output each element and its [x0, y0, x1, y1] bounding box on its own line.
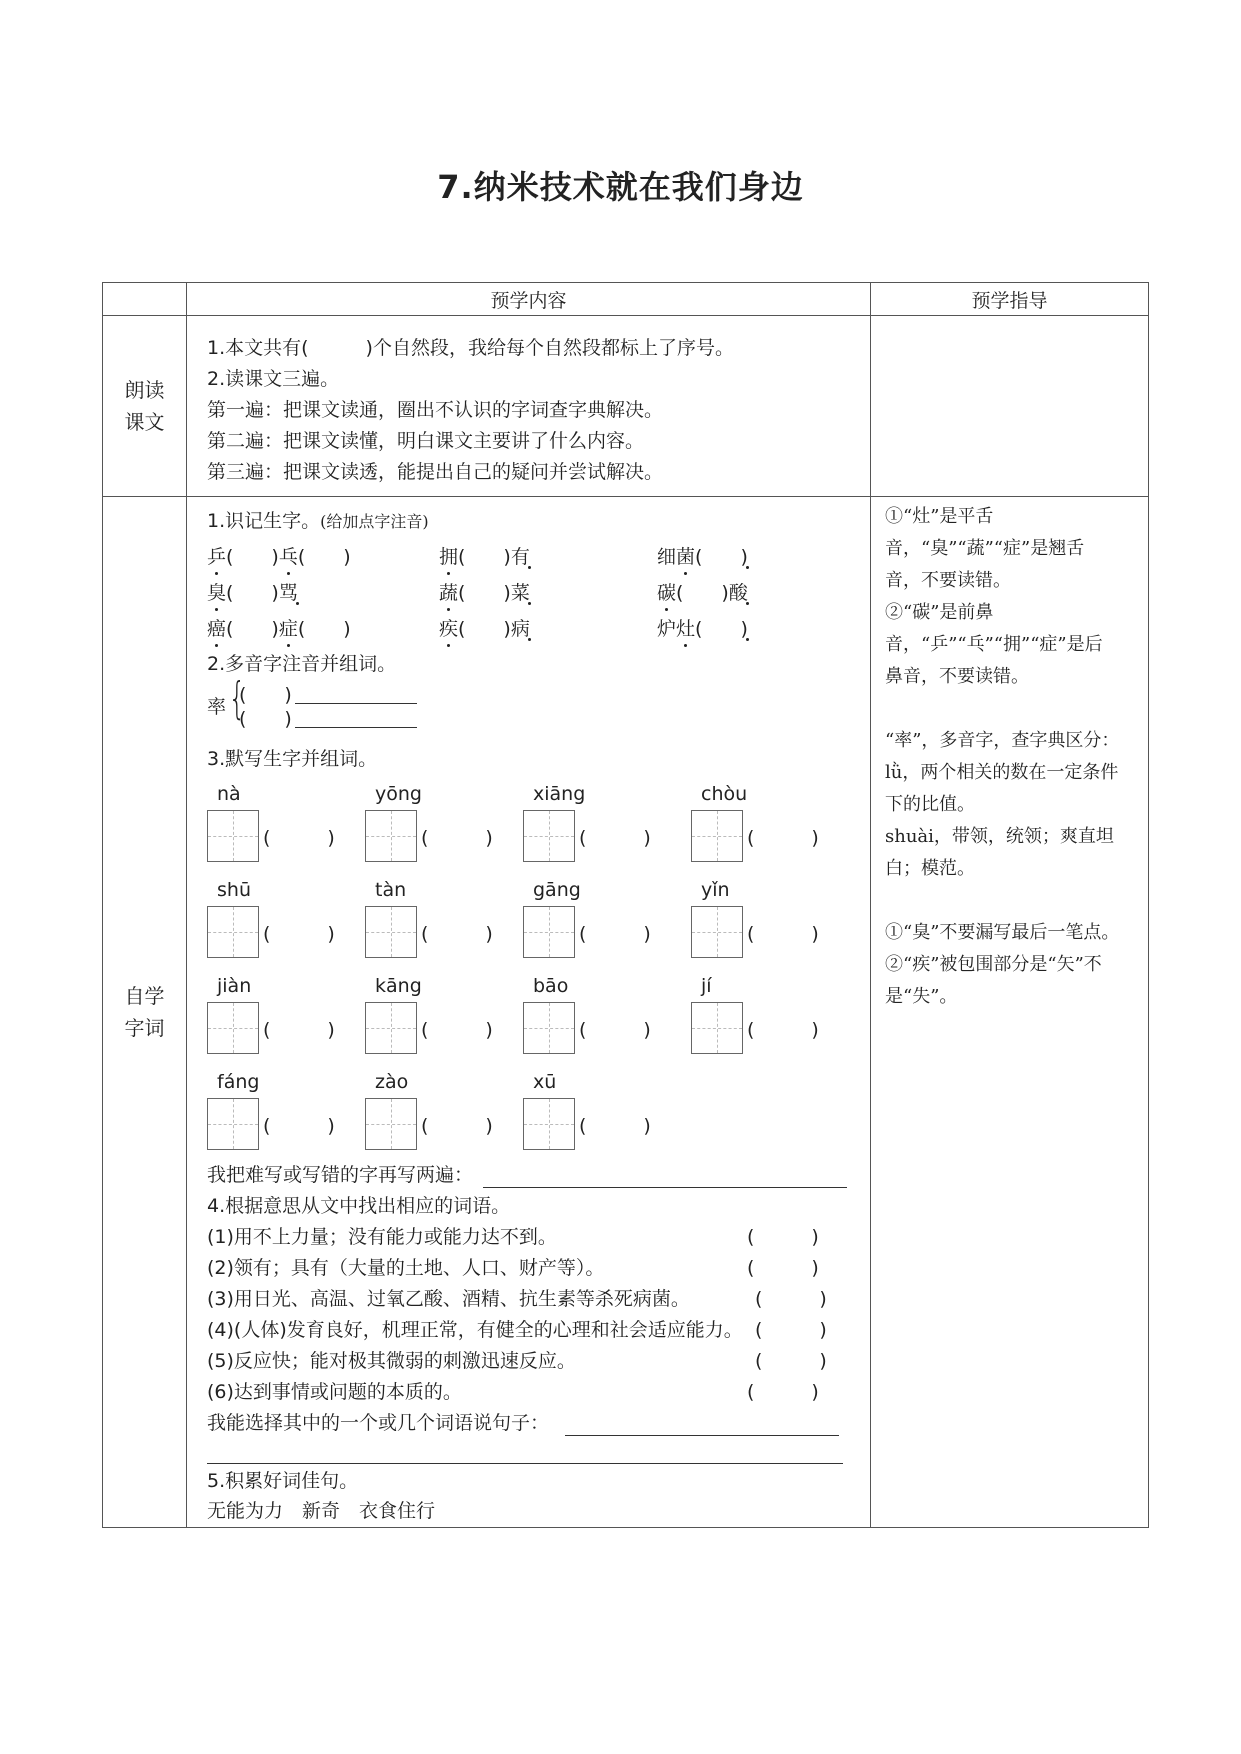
char-item: 炉灶( )	[657, 618, 748, 640]
char-item: 拥( )有	[439, 546, 530, 568]
q2-paren-1: ( )	[239, 684, 292, 706]
sentence-line-2[interactable]	[207, 1463, 843, 1464]
q4-answer-paren[interactable]: ( )	[755, 1319, 827, 1341]
pinyin-label: gāng	[533, 879, 581, 901]
writing-box[interactable]	[207, 1098, 259, 1150]
section-reading-guide	[871, 316, 1149, 497]
q4-answer-paren[interactable]: ( )	[747, 1226, 819, 1248]
char-item: 癌( )症( )	[207, 618, 351, 640]
char-item: 蔬( )菜	[439, 582, 530, 604]
q4-answer-paren[interactable]: ( )	[747, 1257, 819, 1279]
pinyin-label: chòu	[701, 783, 748, 805]
reading-line-5: 第三遍：把课文读透，能提出自己的疑问并尝试解决。	[207, 461, 664, 483]
word-paren[interactable]: ( )	[421, 827, 493, 849]
writing-box[interactable]	[523, 1098, 575, 1150]
guide-note: “率”，多音字，查字典区分：	[885, 730, 1120, 751]
guide-note: shuài，带领，统领；爽直坦白；模范。	[885, 826, 1114, 879]
q5-title: 5.积累好词佳句。	[207, 1470, 359, 1492]
word-paren[interactable]: ( )	[747, 827, 819, 849]
study-table	[102, 282, 1149, 1528]
pinyin-label: jiàn	[217, 975, 252, 997]
q2-char: 率	[207, 696, 227, 718]
word-paren[interactable]: ( )	[579, 923, 651, 945]
q4-item: (1)用不上力量；没有能力或能力达不到。	[207, 1226, 557, 1248]
pinyin-label: shū	[217, 879, 251, 901]
writing-box[interactable]	[207, 906, 259, 958]
q2-answer-line-2[interactable]	[295, 727, 417, 728]
writing-box[interactable]	[207, 810, 259, 862]
section-reading-label: 朗读 课文	[103, 316, 187, 497]
header-guide: 预学指导	[871, 283, 1149, 316]
char-item: 乒( )乓( )	[207, 546, 351, 568]
section-vocab-label: 自学 字词	[103, 497, 187, 1528]
word-paren[interactable]: ( )	[579, 1019, 651, 1041]
header-empty	[103, 283, 187, 316]
reading-line-3: 第一遍：把课文读通，圈出不认识的字词查字典解决。	[207, 399, 664, 421]
writing-box[interactable]	[207, 1002, 259, 1054]
guide-note: ①“灶”是平舌音，“臭”“蔬”“症”是翘舌音，不要读错。	[885, 506, 1085, 591]
word-paren[interactable]: ( )	[579, 1115, 651, 1137]
section-vocab-content	[187, 497, 871, 1528]
guide-notes	[885, 501, 1120, 1013]
pinyin-label: bāo	[533, 975, 569, 997]
pinyin-label: kāng	[375, 975, 422, 997]
q4-answer-paren[interactable]: ( )	[755, 1288, 827, 1310]
q4-answer-paren[interactable]: ( )	[747, 1381, 819, 1403]
sentence-label: 我能选择其中的一个或几个词语说句子：	[207, 1412, 550, 1434]
word-paren[interactable]: ( )	[263, 1115, 335, 1137]
guide-note: ②“碳”是前鼻音，“乒”“乓”“拥”“症”是后鼻音，不要读错。	[885, 602, 1103, 687]
q2-title: 2.多音字注音并组词。	[207, 653, 397, 675]
page-title: 7.纳米技术就在我们身边	[437, 168, 804, 206]
writing-box[interactable]	[523, 1002, 575, 1054]
pinyin-label: yǐn	[701, 879, 730, 901]
q4-item: (5)反应快；能对极其微弱的刺激迅速反应。	[207, 1350, 576, 1372]
writing-box[interactable]	[691, 906, 743, 958]
writing-box[interactable]	[365, 906, 417, 958]
writing-box[interactable]	[365, 1002, 417, 1054]
char-item: 碳( )酸	[657, 582, 748, 604]
section-reading-content	[187, 316, 871, 497]
q1-title: 1.识记生字。(给加点字注音)	[207, 510, 429, 532]
word-paren[interactable]: ( )	[747, 1019, 819, 1041]
q4-item: (3)用日光、高温、过氧乙酸、酒精、抗生素等杀死病菌。	[207, 1288, 690, 1310]
pinyin-label: zào	[375, 1071, 409, 1093]
writing-box[interactable]	[691, 1002, 743, 1054]
word-paren[interactable]: ( )	[263, 923, 335, 945]
rewrite-line[interactable]	[483, 1187, 847, 1188]
q5-words: 无能为力 新奇 衣食住行	[207, 1500, 436, 1522]
guide-note	[885, 885, 1120, 917]
guide-note	[885, 693, 1120, 725]
q4-item: (6)达到事情或问题的本质的。	[207, 1381, 462, 1403]
writing-box[interactable]	[365, 1098, 417, 1150]
rewrite-label: 我把难写或写错的字再写两遍：	[207, 1164, 474, 1186]
char-item: 细菌( )	[657, 546, 748, 568]
q3-title: 3.默写生字并组词。	[207, 748, 378, 770]
q4-answer-paren[interactable]: ( )	[755, 1350, 827, 1372]
word-paren[interactable]: ( )	[747, 923, 819, 945]
guide-note: ①“臭”不要漏写最后一笔点。	[885, 922, 1120, 943]
writing-box[interactable]	[523, 810, 575, 862]
brace-icon: {	[228, 673, 246, 724]
writing-box[interactable]	[365, 810, 417, 862]
q4-item: (2)领有；具有（大量的土地、人口、财产等）。	[207, 1257, 605, 1279]
guide-note: lǜ，两个相关的数在一定条件下的比值。	[885, 762, 1119, 815]
pinyin-label: tàn	[375, 879, 407, 901]
q2-paren-2: ( )	[239, 708, 292, 730]
q2-answer-line-1[interactable]	[295, 703, 417, 704]
header-content: 预学内容	[187, 283, 871, 316]
q4-item: (4)(人体)发育良好，机理正常，有健全的心理和社会适应能力。	[207, 1319, 743, 1341]
pinyin-label: xū	[533, 1071, 557, 1093]
section-vocab-guide	[871, 497, 1149, 1528]
reading-line-2: 2.读课文三遍。	[207, 368, 340, 390]
writing-box[interactable]	[691, 810, 743, 862]
pinyin-label: nà	[217, 783, 241, 805]
word-paren[interactable]: ( )	[263, 827, 335, 849]
word-paren[interactable]: ( )	[263, 1019, 335, 1041]
q4-title: 4.根据意思从文中找出相应的词语。	[207, 1195, 511, 1217]
reading-line-4: 第二遍：把课文读懂，明白课文主要讲了什么内容。	[207, 430, 645, 452]
pinyin-label: jí	[701, 975, 712, 997]
guide-note: ②“疾”被包围部分是“矢”不是“失”。	[885, 954, 1102, 1007]
pinyin-label: xiāng	[533, 783, 586, 805]
word-paren[interactable]: ( )	[421, 1019, 493, 1041]
sentence-line-1[interactable]	[565, 1435, 839, 1436]
pinyin-label: fáng	[217, 1071, 260, 1093]
reading-line-1: 1.本文共有( )个自然段，我给每个自然段都标上了序号。	[207, 337, 734, 359]
word-paren[interactable]: ( )	[421, 923, 493, 945]
writing-box[interactable]	[523, 906, 575, 958]
char-item: 疾( )病	[439, 618, 530, 640]
pinyin-label: yōng	[375, 783, 422, 805]
word-paren[interactable]: ( )	[421, 1115, 493, 1137]
char-item: 臭( )骂	[207, 582, 298, 604]
word-paren[interactable]: ( )	[579, 827, 651, 849]
